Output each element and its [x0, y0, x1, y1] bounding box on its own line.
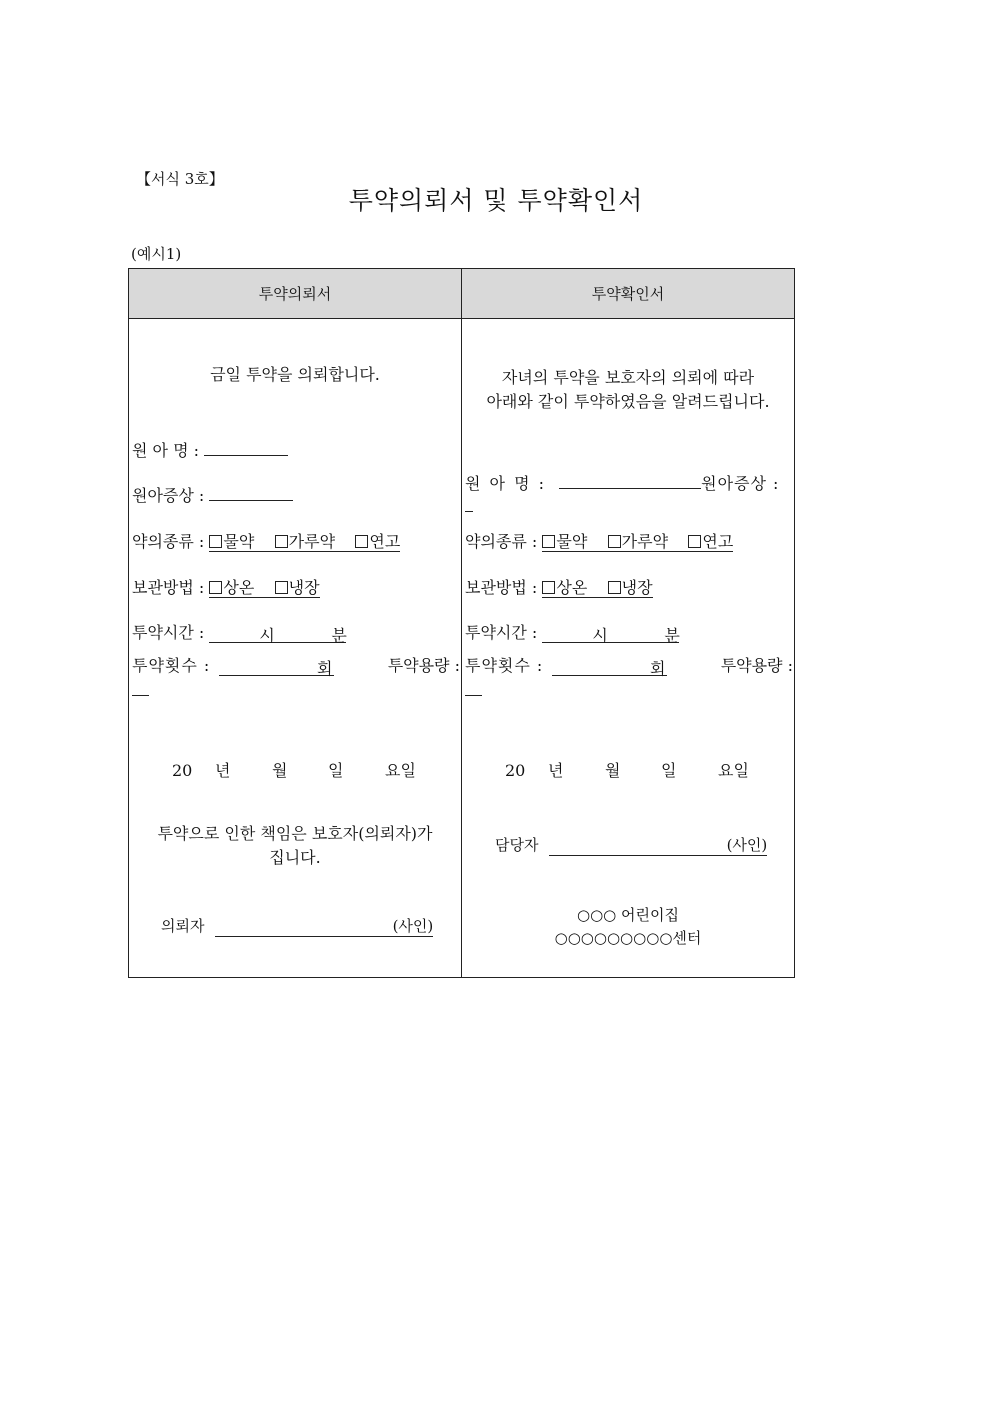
month-unit: 월: [605, 761, 621, 780]
hour-unit: 시: [259, 626, 275, 645]
storage-label: 보관방법 :: [132, 578, 205, 597]
storage-options: [542, 578, 652, 598]
minute-unit: 분: [331, 626, 347, 645]
document-title: 투약의뢰서 및 투약확인서: [348, 186, 644, 215]
confirmation-column: [462, 319, 794, 977]
count-label: 투약횟수 :: [132, 656, 211, 675]
day-unit: 일: [328, 761, 344, 780]
hour-unit: 시: [592, 626, 608, 645]
date-row: [505, 758, 749, 781]
storage-label: 보관방법 :: [465, 578, 538, 597]
med-type-label: 약의종류 :: [132, 532, 205, 551]
child-name-label: 원 아 명 :: [465, 474, 547, 493]
request-column: [129, 319, 461, 977]
confirmation-intro-line-1: 자녀의 투약을 보호자의 의뢰에 따라: [501, 368, 755, 387]
manager-label: 담당자: [495, 836, 539, 854]
dose-label: 투약용량 :: [720, 656, 793, 675]
time-field[interactable]: [542, 623, 679, 643]
count-unit: 회: [649, 659, 666, 678]
option-ointment: 연고: [702, 532, 734, 551]
storage-row: [465, 575, 653, 598]
option-liquid: 물약: [556, 532, 588, 551]
weekday-unit: 요일: [718, 761, 749, 780]
year-unit: 년: [548, 761, 564, 780]
responsibility-line-2: 집니다.: [269, 848, 321, 867]
dose-label: 투약용량 :: [387, 656, 460, 675]
count-field[interactable]: [552, 656, 667, 676]
child-name-symptom-row: [465, 471, 793, 494]
example-label: (예시1): [131, 245, 182, 263]
confirmation-heading: 투약확인서: [462, 269, 794, 319]
checkbox-powder[interactable]: [275, 535, 288, 548]
time-row: [465, 620, 679, 643]
minute-unit: 분: [664, 626, 680, 645]
day-unit: 일: [661, 761, 677, 780]
responsibility-line-1: 투약으로 인한 책임은 보호자(의뢰자)가: [157, 824, 433, 843]
med-type-row: [132, 529, 400, 552]
checkbox-liquid[interactable]: [209, 535, 222, 548]
child-name-field[interactable]: [559, 472, 701, 489]
med-type-options: [542, 532, 733, 552]
option-powder: 가루약: [288, 532, 336, 551]
count-field[interactable]: [219, 656, 334, 676]
storage-options: [209, 578, 319, 598]
checkbox-ointment[interactable]: [355, 535, 368, 548]
requester-row: [161, 915, 433, 937]
confirmation-intro-line-2: 아래와 같이 투약하였음을 알려드립니다.: [486, 392, 770, 411]
symptom-field[interactable]: [465, 505, 473, 512]
storage-row: [132, 575, 320, 598]
child-name-field[interactable]: [204, 439, 288, 456]
option-ointment: 연고: [369, 532, 401, 551]
count-dose-row: [132, 653, 460, 676]
option-powder: 가루약: [621, 532, 669, 551]
manager-row: [495, 834, 767, 856]
checkbox-room-temp[interactable]: [542, 581, 555, 594]
time-label: 투약시간 :: [465, 623, 538, 642]
weekday-unit: 요일: [385, 761, 416, 780]
sign-label: (사인): [726, 836, 768, 854]
count-unit: 회: [316, 659, 333, 678]
center-line-2: ○○○○○○○○○센터: [554, 929, 702, 947]
sign-label: (사인): [392, 917, 434, 935]
checkbox-liquid[interactable]: [542, 535, 555, 548]
symptom-row: [132, 483, 293, 506]
manager-signature-field[interactable]: [549, 834, 767, 856]
year-prefix: 20: [172, 761, 193, 780]
date-row: [172, 758, 416, 781]
medication-form-table: [128, 268, 795, 978]
requester-signature-field[interactable]: [215, 915, 433, 937]
option-refrigerated: 냉장: [621, 578, 653, 597]
med-type-options: [209, 532, 400, 552]
request-heading: 투약의뢰서: [129, 269, 461, 319]
symptom-label: 원아증상 :: [701, 474, 780, 493]
child-name-row: [132, 438, 288, 461]
dose-field[interactable]: [465, 689, 482, 696]
month-unit: 월: [272, 761, 288, 780]
year-prefix: 20: [505, 761, 526, 780]
year-unit: 년: [215, 761, 231, 780]
symptom-label: 원아증상 :: [132, 486, 205, 505]
checkbox-room-temp[interactable]: [209, 581, 222, 594]
med-type-row: [465, 529, 733, 552]
option-room-temp: 상온: [556, 578, 588, 597]
time-field[interactable]: [209, 623, 346, 643]
option-refrigerated: 냉장: [288, 578, 320, 597]
dose-field[interactable]: [132, 689, 149, 696]
count-dose-row: [465, 653, 793, 676]
time-row: [132, 620, 346, 643]
center-line-1: ○○○ 어린이집: [577, 906, 679, 924]
med-type-label: 약의종류 :: [465, 532, 538, 551]
checkbox-powder[interactable]: [608, 535, 621, 548]
symptom-field[interactable]: [209, 484, 293, 501]
checkbox-refrigerated[interactable]: [608, 581, 621, 594]
form-number: 【서식 3호】: [136, 170, 224, 188]
option-liquid: 물약: [223, 532, 255, 551]
checkbox-ointment[interactable]: [688, 535, 701, 548]
requester-label: 의뢰자: [161, 917, 205, 935]
child-name-label: 원 아 명 :: [132, 441, 200, 460]
count-label: 투약횟수 :: [465, 656, 544, 675]
checkbox-refrigerated[interactable]: [275, 581, 288, 594]
request-intro: 금일 투약을 의뢰합니다.: [210, 365, 380, 384]
option-room-temp: 상온: [223, 578, 255, 597]
time-label: 투약시간 :: [132, 623, 205, 642]
